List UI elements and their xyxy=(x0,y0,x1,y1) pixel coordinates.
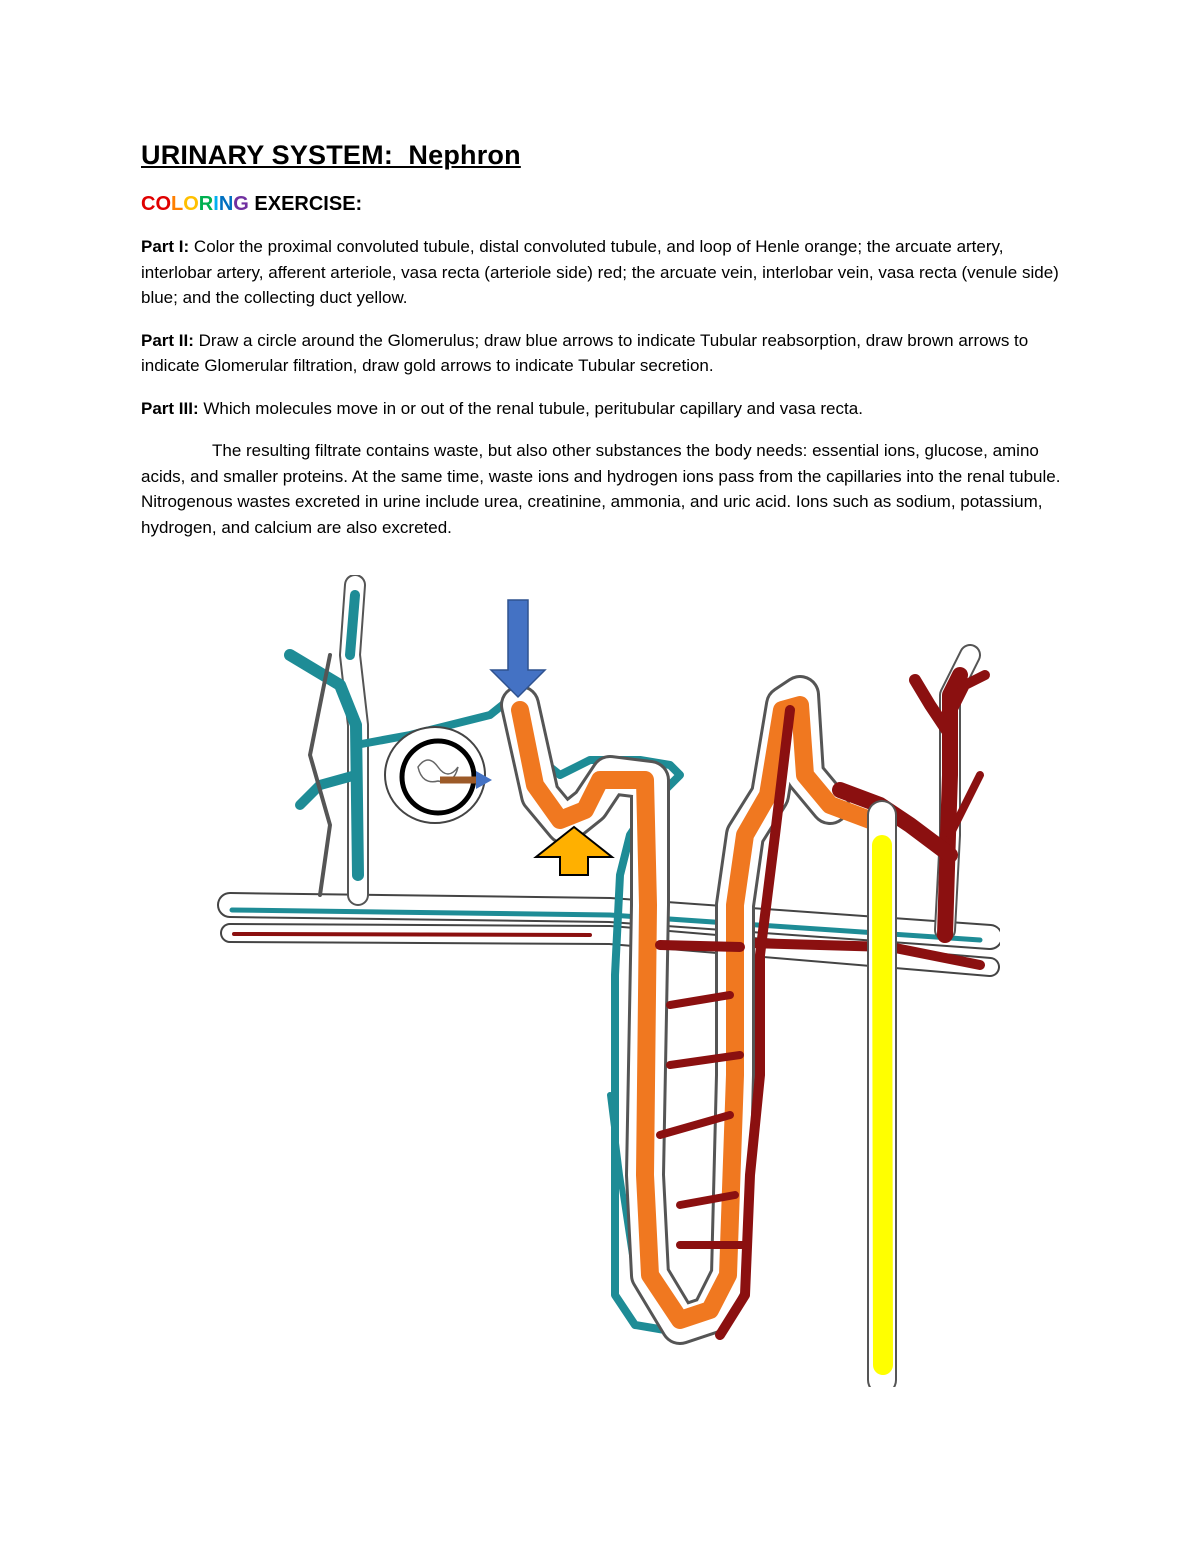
heading-letter: R xyxy=(198,193,214,215)
heading-letter: I xyxy=(213,193,219,215)
heading-letter: G xyxy=(233,193,249,215)
page-title: URINARY SYSTEM: Nephron xyxy=(141,140,521,170)
part-2-label: Part II: xyxy=(141,330,194,350)
tubular-reabsorption-arrow xyxy=(491,600,545,697)
heading-letter: C xyxy=(141,193,156,215)
arcuate-artery xyxy=(234,934,590,935)
heading-letter: L xyxy=(171,193,184,215)
page-content xyxy=(141,140,1061,557)
part-2-instructions xyxy=(141,328,1061,379)
interlobar-artery xyxy=(840,655,985,935)
coloring-exercise-heading xyxy=(141,193,1061,216)
glomerulus-group xyxy=(385,727,492,823)
part-1-label: Part I: xyxy=(141,237,190,256)
part-3-instructions xyxy=(141,396,1061,422)
part-3-label: Part III: xyxy=(141,398,199,418)
part-1-text: Color the proximal convoluted tubule, distal convoluted tubule, and loop of Henle orange; the arcuate artery, interlobar artery, afferent arteriole, vasa recta (arteriole side) red; the arcuate vein, interlobar vein, vasa recta (venule side) blue; and the collecting duct yellow. xyxy=(141,237,1059,307)
filtrate-paragraph: The resulting filtrate contains waste, but also other substances the body needs: essential ions, glucose, amino acids, and smaller proteins. At the same time, waste ions and hydrogen ions pass from the capillaries into the renal tubule. Nitrogenous wastes excreted in urine include urea, creatinine, ammonia, and uric acid. Ions such as sodium, potassium, hydrogen, and calcium are also excreted. xyxy=(141,441,1061,537)
collecting-duct xyxy=(882,815,883,1380)
part-1-instructions xyxy=(141,234,1061,311)
heading-rest: EXERCISE: xyxy=(248,193,363,215)
heading-colored-word xyxy=(141,193,249,215)
heading-letter: N xyxy=(218,193,234,215)
nephron-diagram xyxy=(190,575,1000,1387)
part-2-text: Draw a circle around the Glomerulus; draw blue arrows to indicate Tubular reabsorption, draw brown arrows to indicate Glomerular filtration, draw gold arrows to indicate Tubular secretion. xyxy=(141,330,1029,375)
heading-letter: O xyxy=(183,193,199,215)
part-3-text: Which molecules move in or out of the renal tubule, peritubular capillary and vasa recta. xyxy=(198,398,863,418)
heading-letter: O xyxy=(155,193,172,215)
